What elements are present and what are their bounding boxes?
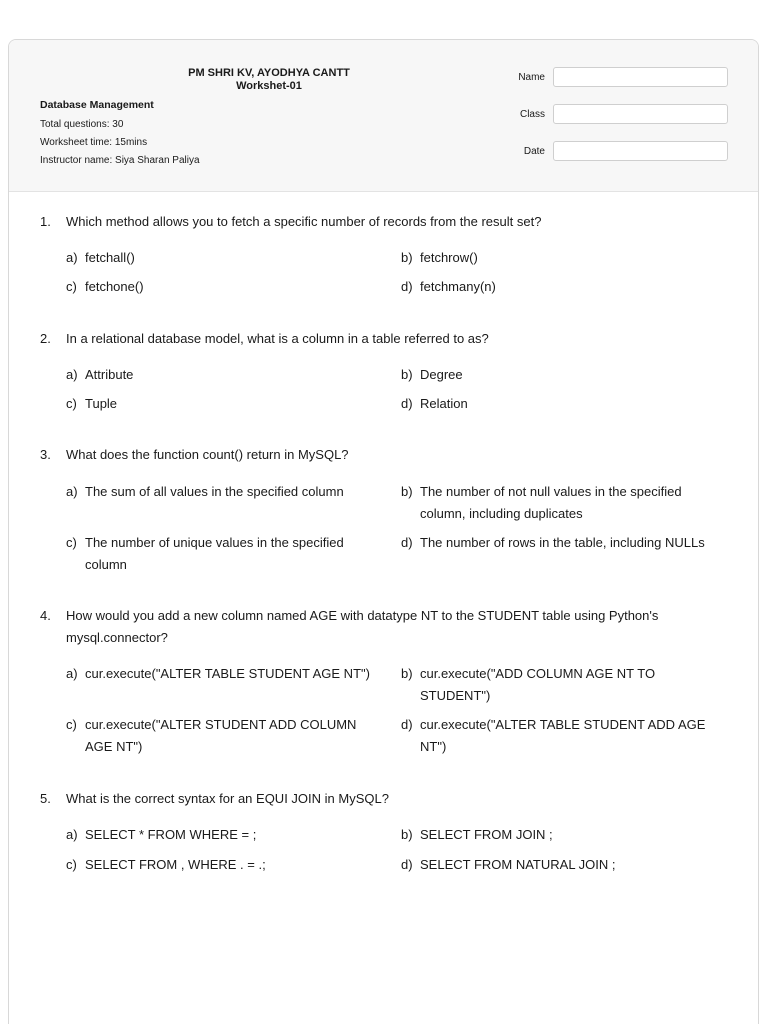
option-text: Attribute bbox=[85, 367, 134, 382]
option-label: c) bbox=[66, 279, 77, 294]
option-text: fetchrow() bbox=[420, 250, 478, 265]
option-label: c) bbox=[66, 717, 77, 732]
option-label: b) bbox=[401, 666, 413, 681]
question-number: 2. bbox=[40, 331, 51, 346]
option-text: Degree bbox=[420, 367, 463, 382]
date-label: Date bbox=[523, 146, 545, 157]
option-label: d) bbox=[401, 717, 413, 732]
total-questions: Total questions: 30 bbox=[40, 119, 124, 130]
option-label: d) bbox=[401, 857, 413, 872]
class-field[interactable] bbox=[553, 104, 728, 124]
option-text: cur.execute("ALTER TABLE STUDENT AGE NT") bbox=[85, 666, 370, 681]
subject-title: Database Management bbox=[40, 99, 154, 111]
option-label: c) bbox=[66, 857, 77, 872]
option-text: cur.execute("ALTER TABLE STUDENT ADD AGE NT") bbox=[420, 717, 706, 754]
name-label: Name bbox=[518, 72, 545, 83]
worksheet-page bbox=[8, 39, 759, 1024]
option-label: c) bbox=[66, 535, 77, 550]
option-label: d) bbox=[401, 396, 413, 411]
option-text: fetchall() bbox=[85, 250, 135, 265]
option-text: fetchmany(n) bbox=[420, 279, 496, 294]
option-text: SELECT * FROM WHERE = ; bbox=[85, 827, 257, 842]
option-text: The number of unique values in the specified column bbox=[85, 535, 344, 572]
option-text: SELECT FROM JOIN ; bbox=[420, 827, 553, 842]
school-name: PM SHRI KV, AYODHYA CANTT bbox=[188, 67, 350, 79]
question-number: 5. bbox=[40, 791, 51, 806]
worksheet-header bbox=[9, 40, 758, 192]
option-label: a) bbox=[66, 827, 78, 842]
option-text: The sum of all values in the specified column bbox=[85, 484, 344, 499]
question-text: In a relational database model, what is a column in a table referred to as? bbox=[66, 331, 489, 346]
name-field[interactable] bbox=[553, 67, 728, 87]
option-label: b) bbox=[401, 484, 413, 499]
option-text: The number of not null values in the specified column, including duplicates bbox=[420, 484, 682, 521]
instructor-name: Instructor name: Siya Sharan Paliya bbox=[40, 155, 200, 166]
option-text: Tuple bbox=[85, 396, 118, 411]
option-label: a) bbox=[66, 666, 78, 681]
option-label: d) bbox=[401, 535, 413, 550]
class-label: Class bbox=[519, 109, 545, 120]
option-text: The number of rows in the table, including NULLs bbox=[420, 535, 705, 550]
option-text: SELECT FROM , WHERE . = .; bbox=[85, 857, 266, 872]
question-number: 4. bbox=[40, 608, 51, 623]
option-text: cur.execute("ALTER STUDENT ADD COLUMN AGE NT") bbox=[85, 717, 357, 754]
question-number: 3. bbox=[40, 447, 51, 462]
worksheet-time: Worksheet time: 15mins bbox=[40, 137, 148, 148]
option-text: SELECT FROM NATURAL JOIN ; bbox=[420, 857, 616, 872]
question-text: Which method allows you to fetch a specific number of records from the result set? bbox=[66, 214, 542, 229]
question-text: What does the function count() return in MySQL? bbox=[66, 447, 349, 462]
question-text: How would you add a new column named AGE with datatype NT to the STUDENT table using Python's mysql.connector? bbox=[66, 608, 659, 645]
option-text: cur.execute("ADD COLUMN AGE NT TO STUDENT") bbox=[420, 666, 656, 703]
question-text: What is the correct syntax for an EQUI JOIN in MySQL? bbox=[66, 791, 389, 806]
school-title bbox=[139, 67, 399, 93]
worksheet-title: Workshet-01 bbox=[236, 80, 302, 92]
option-label: a) bbox=[66, 484, 78, 499]
option-label: b) bbox=[401, 827, 413, 842]
option-text: Relation bbox=[420, 396, 468, 411]
option-label: b) bbox=[401, 250, 413, 265]
option-text: fetchone() bbox=[85, 279, 144, 294]
question-number: 1. bbox=[40, 214, 51, 229]
option-label: c) bbox=[66, 396, 77, 411]
option-label: a) bbox=[66, 250, 78, 265]
option-label: d) bbox=[401, 279, 413, 294]
option-label: a) bbox=[66, 367, 78, 382]
date-field[interactable] bbox=[553, 141, 728, 161]
option-label: b) bbox=[401, 367, 413, 382]
